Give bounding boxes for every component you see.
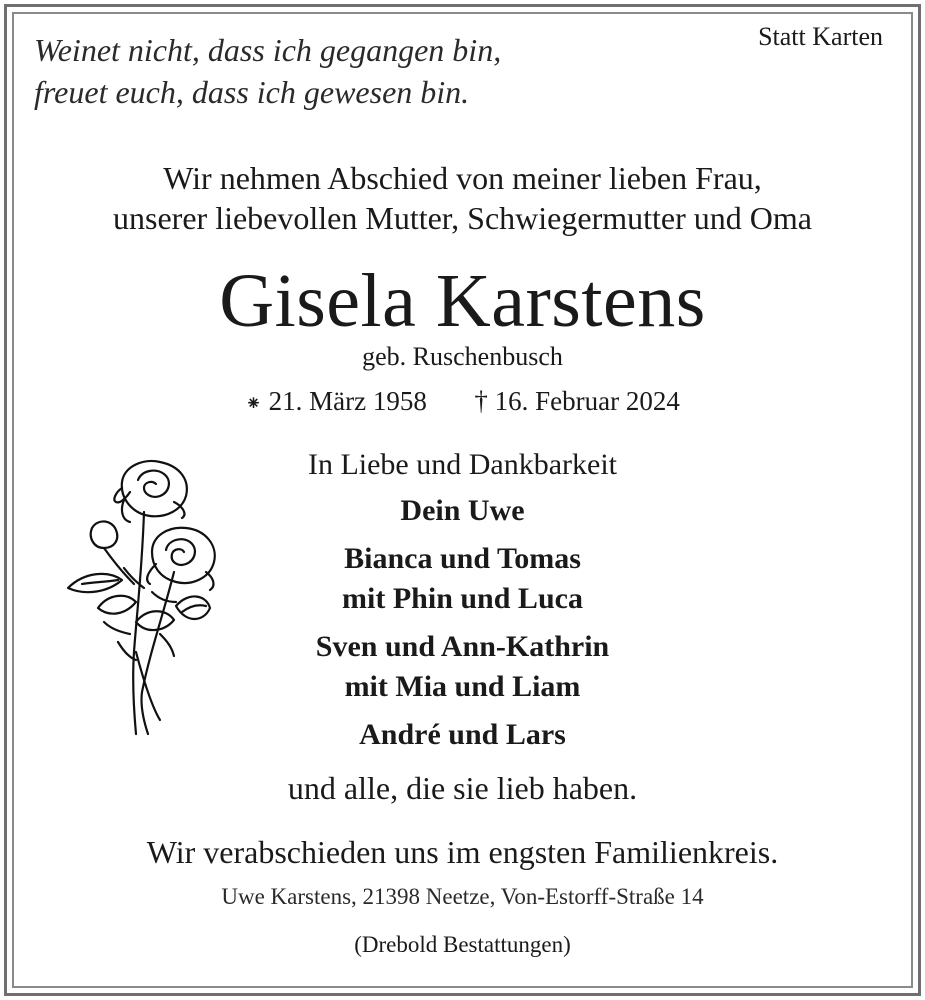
death-date: 16. Februar 2024 [494,386,680,416]
motto-line-1: Weinet nicht, dass ich gegangen bin, [34,32,502,68]
mourner-line: Sven und Ann-Kathrin [315,630,610,663]
birth-name: geb. Ruschenbusch [362,342,563,371]
birth-date: 21. März 1958 [268,386,427,416]
farewell-note: Wir verabschieden uns im engsten Familienkreis. [146,834,779,870]
funeral-home: (Drebold Bestattungen) [354,932,571,957]
intro-line-2: unserer liebevollen Mutter, Schwiegermutter und Oma [113,200,812,236]
mourner-line: mit Mia und Liam [344,670,581,703]
death-cross-icon: † [474,386,488,416]
deceased-name: Gisela Karstens [219,259,706,343]
mourner-line: Bianca und Tomas [344,542,581,575]
contact-address: Uwe Karstens, 21398 Neetze, Von-Estorff-Straße 14 [221,884,704,909]
intro-line-1: Wir nehmen Abschied von meiner lieben Frau, [163,160,762,196]
mourners-intro: In Liebe und Dankbarkeit [307,448,618,481]
mourner-line: mit Phin und Luca [342,582,583,615]
mourner-line: André und Lars [359,718,566,751]
motto-line-2: freuet euch, dass ich gewesen bin. [34,74,470,110]
statt-karten-label: Statt Karten [758,22,883,51]
life-dates [0,386,925,417]
mourner-line: Dein Uwe [400,494,525,527]
mourners-closing: und alle, die sie lieb haben. [287,770,638,806]
birth-star-icon: ⁕ [245,393,262,415]
